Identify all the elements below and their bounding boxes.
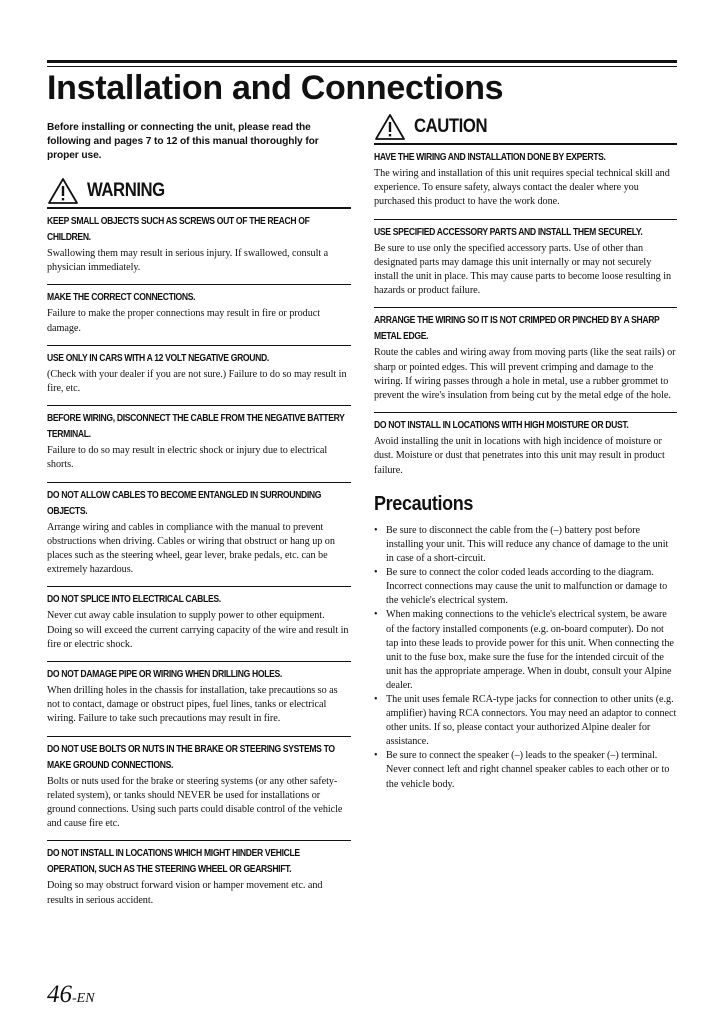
warning-label: WARNING: [87, 180, 165, 201]
warning-item-title: DO NOT DAMAGE PIPE OR WIRING WHEN DRILLING HOLES.: [47, 669, 282, 681]
warning-triangle-icon: [47, 177, 79, 205]
warning-list: [47, 209, 351, 917]
warning-item-body: (Check with your dealer if you are not sure.) Failure to do so may result in fire, etc.: [47, 368, 347, 395]
precaution-bullet: • Be sure to connect the color coded leads according to the diagram. Incorrect connections may cause the unit to malfunction or damage to the vehicle's electrical system.: [374, 566, 677, 608]
caution-item-title: USE SPECIFIED ACCESSORY PARTS AND INSTALL THEM SECURELY.: [374, 226, 643, 238]
precaution-bullet: • Be sure to disconnect the cable from the (–) battery post before installing your unit. This will reduce any chance of damage to the unit in case of a short-circuit.: [374, 524, 677, 566]
left-column: [47, 121, 351, 917]
page-number: [47, 981, 95, 1009]
caution-item: [374, 308, 677, 413]
warning-item: [47, 346, 351, 406]
warning-item: [47, 662, 351, 737]
caution-label: CAUTION: [414, 116, 488, 137]
caution-list: [374, 145, 677, 487]
caution-item-body: Be sure to use only the specified accessory parts. Use of other than designated parts may damage this unit internally or may not securely install the unit in place. This may cause parts to become loose resulting in hazards or product failure.: [374, 242, 672, 297]
warning-item: [47, 285, 351, 345]
warning-item: [47, 587, 351, 662]
page-number-suffix: -EN: [72, 991, 95, 1006]
caution-item-title: HAVE THE WIRING AND INSTALLATION DONE BY EXPERTS.: [374, 152, 606, 163]
warning-item: [47, 209, 351, 285]
caution-item-title: ARRANGE THE WIRING SO IT IS NOT CRIMPED OR PINCHED BY A SHARP METAL EDGE.: [374, 315, 660, 343]
warning-item-title: BEFORE WIRING, DISCONNECT THE CABLE FROM THE NEGATIVE BATTERY TERMINAL.: [47, 413, 345, 441]
precautions-title: Precautions: [374, 492, 474, 515]
warning-item-body: Doing so may obstruct forward vision or hamper movement etc. and results in serious accident.: [47, 880, 323, 906]
caution-heading: [374, 113, 677, 145]
caution-item-body: Route the cables and wiring away from moving parts (like the seat rails) or sharp or pointed edges. This will prevent crimping and damage to the wiring. If wiring passes through a hole in metal, use a rubber grommet to prevent the wire's insulation from being cut by the metal edge of the hole.: [374, 347, 676, 402]
warning-item-body: Arrange wiring and cables in compliance with the manual to prevent obstructions when driving. Cables or wiring that obstruct or hang up on places such as the steering wheel, gear lever, brake pedals, etc. can be extremely hazardous.: [47, 521, 335, 576]
warning-item-body: When drilling holes in the chassis for installation, take precautions so as not to contact, damage or obstruct pipes, fuel lines, tanks or electrical wiring. Failure to take such precautions may result in fire.: [47, 685, 338, 725]
intro-text: Before installing or connecting the unit, please read the following and pages 7 to 12 of this manual thoroughly for proper use.: [47, 122, 319, 161]
precautions-list: [374, 524, 677, 792]
precaution-bullet: • The unit uses female RCA-type jacks for connection to other units (e.g. amplifier) having RCA connectors. You may need an adaptor to connect other units. If so, please contact your authorized Alpine dealer for assistance.: [374, 693, 677, 749]
warning-heading: [47, 177, 351, 209]
caution-item: [374, 145, 677, 220]
warning-item-body: Bolts or nuts used for the brake or steering systems (or any other safety-related system), or tanks should NEVER be used for installations or ground connections. Using such parts could disable control of the vehicle and cause fire etc.: [47, 775, 343, 830]
precaution-bullet: • Be sure to connect the speaker (–) leads to the speaker (–) terminal. Never connect left and right channel speaker cables to each other or to the vehicle body.: [374, 749, 677, 791]
warning-item-title: DO NOT ALLOW CABLES TO BECOME ENTANGLED IN SURROUNDING OBJECTS.: [47, 489, 322, 517]
warning-item-body: Swallowing them may result in serious injury. If swallowed, consult a physician immediately.: [47, 248, 329, 274]
caution-item-title: DO NOT INSTALL IN LOCATIONS WITH HIGH MOISTURE OR DUST.: [374, 420, 629, 432]
caution-item-body: The wiring and installation of this unit requires special technical skill and experience. To ensure safety, always contact the dealer where you purchased this product to have the work done.: [374, 168, 670, 208]
warning-item-title: DO NOT SPLICE INTO ELECTRICAL CABLES.: [47, 594, 221, 606]
warning-item-title: USE ONLY IN CARS WITH A 12 VOLT NEGATIVE GROUND.: [47, 352, 269, 364]
warning-item-title: MAKE THE CORRECT CONNECTIONS.: [47, 292, 196, 304]
warning-item-title: KEEP SMALL OBJECTS SUCH AS SCREWS OUT OF THE REACH OF CHILDREN.: [47, 216, 310, 243]
caution-item: [374, 220, 677, 309]
warning-item-title: DO NOT INSTALL IN LOCATIONS WHICH MIGHT HINDER VEHICLE OPERATION, SUCH AS THE STEERING WHEEL OR GEARSHIFT.: [47, 848, 300, 876]
warning-item: [47, 406, 351, 482]
caution-triangle-icon: [374, 113, 406, 141]
caution-item: [374, 413, 677, 487]
caution-item-body: Avoid installing the unit in locations with high incidence of moisture or dust. Moisture or dust that penetrates into this unit may result in product failure.: [374, 436, 665, 476]
page-number-value: 46: [47, 981, 72, 1008]
page-title: Installation and Connections: [47, 69, 504, 107]
warning-item: [47, 737, 351, 842]
warning-item: [47, 841, 351, 916]
precaution-bullet: • When making connections to the vehicle's electrical system, be aware of the factory installed components (e.g. on-board computer). Do not tap into these leads to provide power for this unit. When connecting the unit to the fuse box, make sure the fuse for the intended circuit of the unit has the appropriate amperage. When in doubt, consult your Alpine dealer.: [374, 608, 677, 693]
warning-item: [47, 483, 351, 588]
right-column: [374, 113, 677, 792]
warning-item-body: Never cut away cable insulation to supply power to other equipment. Doing so will exceed the current carrying capacity of the wire and result in fire or electric shock.: [47, 610, 349, 650]
warning-item-body: Failure to make the proper connections may result in fire or product damage.: [47, 308, 320, 334]
warning-item-title: DO NOT USE BOLTS OR NUTS IN THE BRAKE OR STEERING SYSTEMS TO MAKE GROUND CONNECTIONS.: [47, 743, 335, 771]
warning-item-body: Failure to do so may result in electric shock or injury due to electrical shorts.: [47, 445, 328, 471]
